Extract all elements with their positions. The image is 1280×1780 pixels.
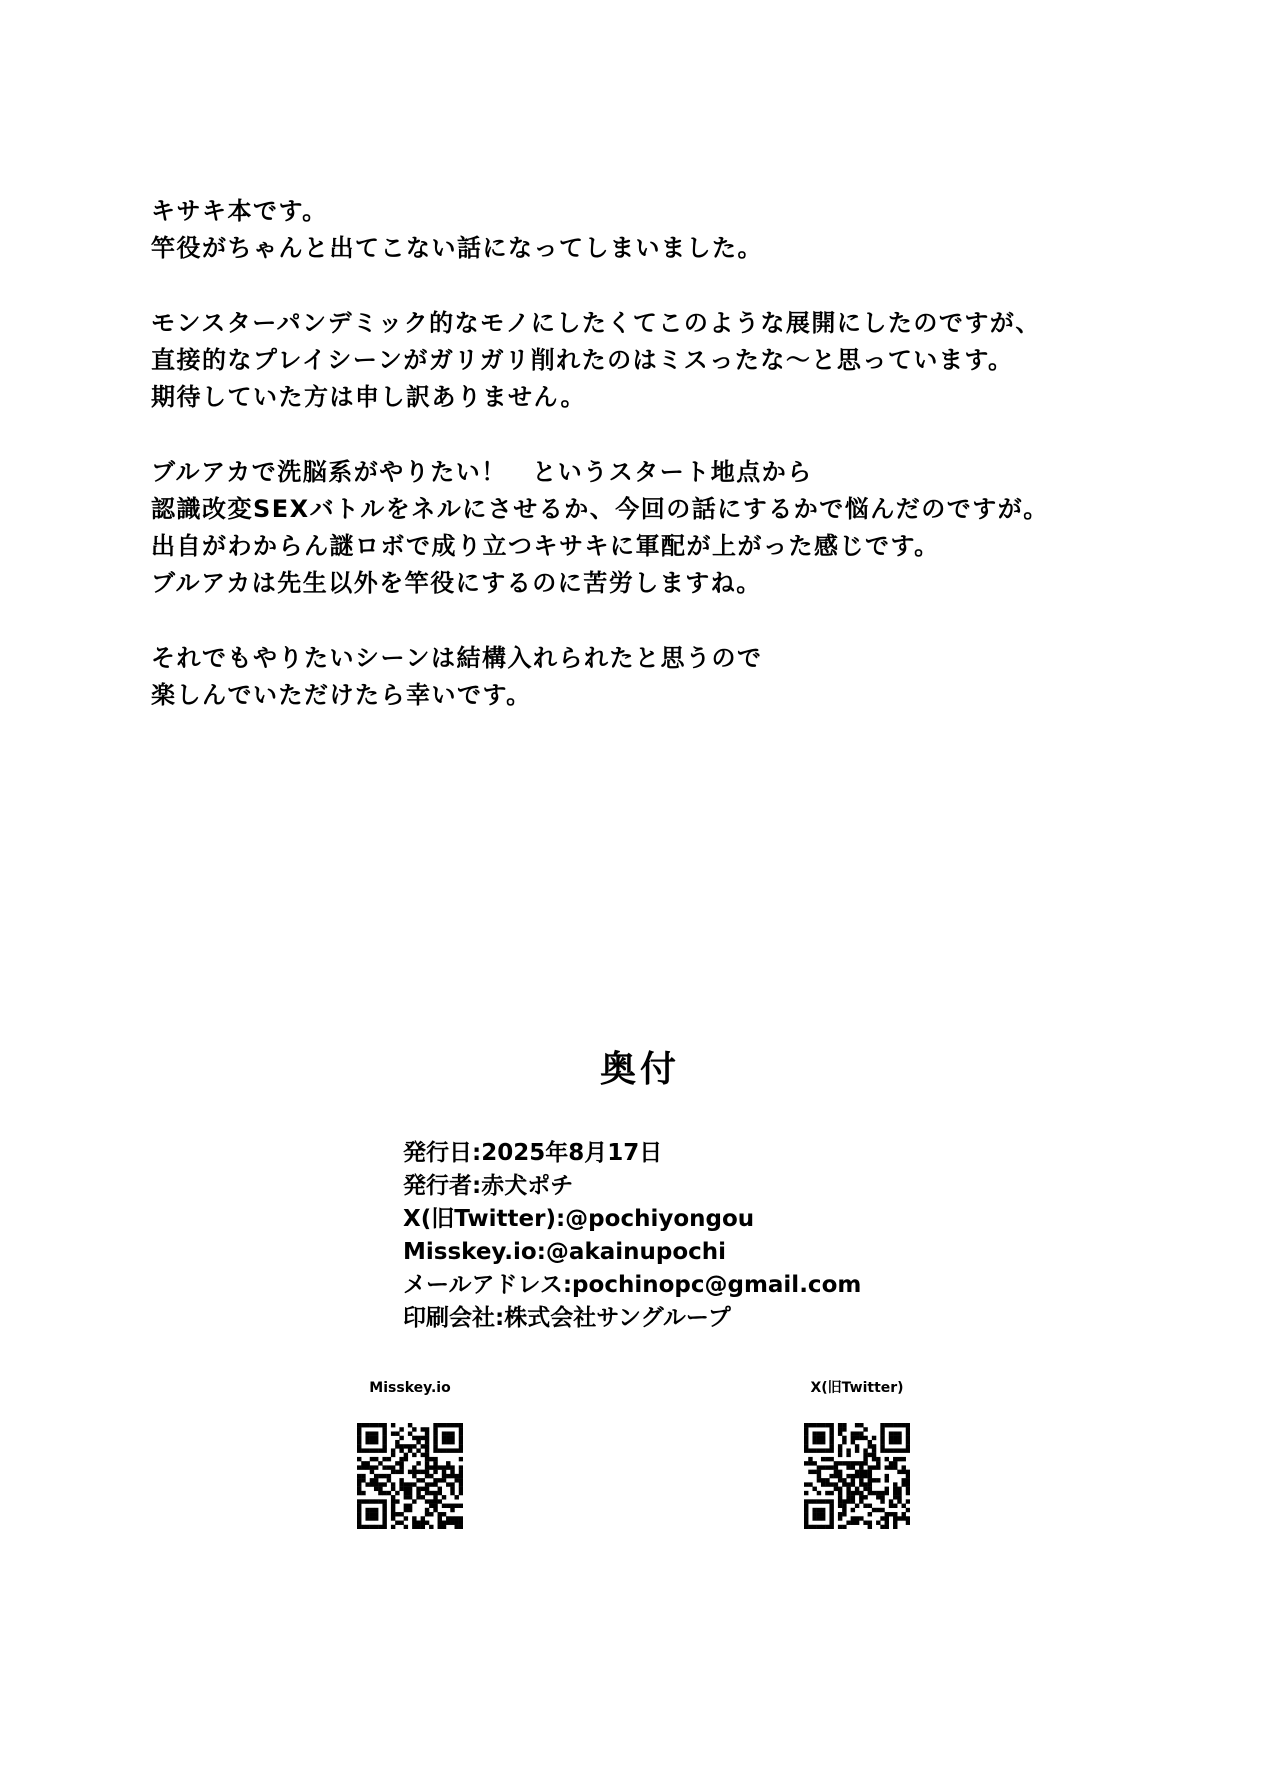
afterword-paragraph-4 — [151, 640, 1151, 714]
twitter-qr-label: X(旧Twitter) — [810, 1380, 904, 1396]
afterword-line: 楽しんでいただけたら幸いです。 — [151, 681, 532, 709]
afterword — [151, 193, 1151, 752]
afterword-line: 期待していた方は申し訳ありません。 — [151, 383, 586, 411]
publish-date: 発行日:2025年8月17日 — [403, 1140, 663, 1166]
afterword-line: 竿役がちゃんと出てこない話になってしまいました。 — [151, 234, 763, 262]
twitter-qr-block — [777, 1379, 937, 1529]
qr-code-icon[interactable] — [357, 1423, 463, 1529]
colophon-info — [403, 1137, 861, 1335]
misskey-qr-block — [330, 1379, 490, 1529]
afterword-paragraph-1 — [151, 193, 1151, 267]
afterword-line: 認識改変SEXバトルをネルにさせるか、今回の話にするかで悩んだのですが。 — [151, 495, 1049, 523]
afterword-line: ブルアカは先生以外を竿役にするのに苦労しますね。 — [151, 569, 762, 597]
afterword-line: 直接的なプレイシーンがガリガリ削れたのはミスったな〜と思っています。 — [151, 346, 1014, 374]
afterword-line: 出自がわからん謎ロボで成り立つキサキに軍配が上がった感じです。 — [151, 532, 940, 560]
printing-company: 印刷会社:株式会社サングループ — [403, 1305, 731, 1331]
misskey-handle: Misskey.io:@akainupochi — [403, 1239, 727, 1265]
afterword-line: ブルアカで洗脳系がやりたい！ というスタート地点から — [151, 458, 813, 486]
afterword-line: キサキ本です。 — [151, 197, 328, 225]
afterword-line: モンスターパンデミック的なモノにしたくてこのような展開にしたのですが、 — [151, 309, 1041, 337]
twitter-handle: X(旧Twitter):@pochiyongou — [403, 1206, 755, 1232]
afterword-line: それでもやりたいシーンは結構入れられたと思うので — [151, 644, 763, 672]
afterword-paragraph-3 — [151, 454, 1151, 602]
email-address: メールアドレス:pochinopc@gmail.com — [403, 1272, 862, 1298]
colophon-title: 奥付 — [599, 1049, 680, 1090]
misskey-qr-label: Misskey.io — [369, 1380, 451, 1396]
qr-code-icon[interactable] — [804, 1423, 910, 1529]
publisher: 発行者:赤犬ポチ — [403, 1173, 574, 1199]
afterword-paragraph-2 — [151, 305, 1151, 416]
